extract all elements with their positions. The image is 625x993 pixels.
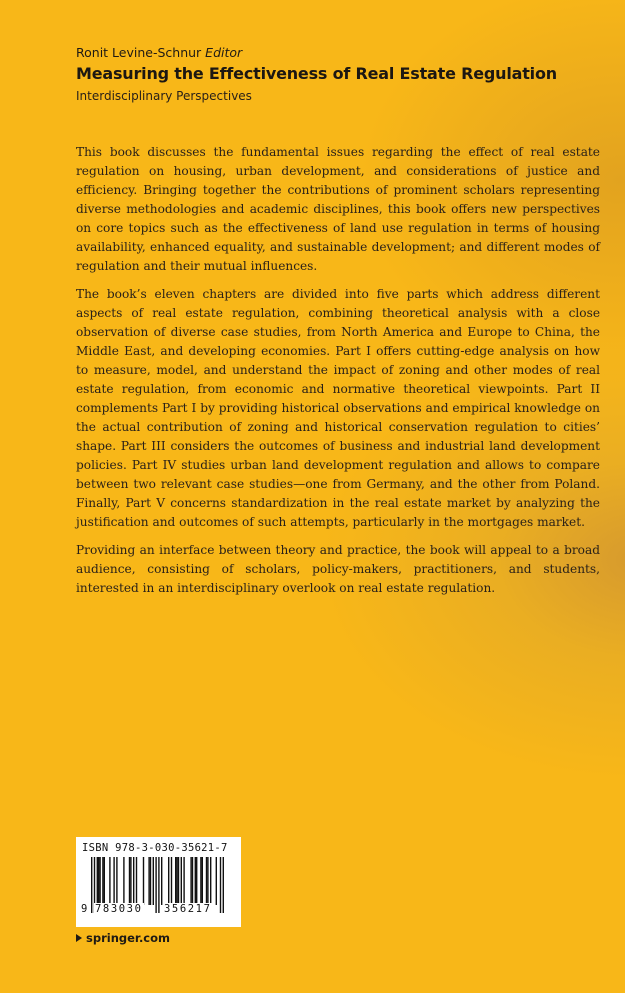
- barcode-bar: [175, 857, 176, 905]
- barcode-bar: [109, 857, 110, 905]
- editor-name: Ronit Levine-Schnur: [76, 45, 202, 60]
- barcode-bar: [130, 857, 131, 905]
- barcode-bar: [181, 857, 182, 905]
- barcode-bar: [153, 857, 154, 905]
- barcode-bar: [192, 857, 193, 905]
- barcode-bar: [207, 857, 208, 905]
- barcode-bar: [102, 857, 103, 905]
- barcode-bar: [176, 857, 177, 905]
- barcode-bar: [168, 857, 169, 905]
- barcode-bar: [200, 857, 201, 905]
- barcode-bar: [104, 857, 105, 905]
- barcode-digit-first: 9: [81, 903, 88, 915]
- isbn-barcode-box: [76, 837, 241, 927]
- barcode-bar: [98, 857, 99, 905]
- barcode-bar: [178, 857, 179, 905]
- barcode-bar: [210, 857, 211, 905]
- barcode-bar: [158, 857, 159, 913]
- barcode-bar: [116, 857, 117, 905]
- barcode: [82, 857, 235, 913]
- description-paragraph: The book’s eleven chapters are divided into five parts which address different aspects of real estate regulation, combining theoretical analysis with a close observation of diverse case studies, from North America and Europe to China, the Middle East, and developing economies. Part I offers cutting-edge analysis on how to measure, model, and understand the impact of zoning and other modes of real estate regulation, from economic and normative theoretical viewpoints. Part II complements Part I by providing historical observations and empirical knowledge on the actual contribution of zoning and historical conservation regulation to cities’ shape. Part III considers the outcomes of business and industrial land development policies. Part IV studies urban land development regulation and allows to compare between two relevant case studies—one from Germany, and the other from Poland. Finally, Part V concerns standardization in the real estate market by analyzing the justification and outcomes of such attempts, particularly in the mortgages market.: [76, 287, 600, 529]
- barcode-bar: [161, 857, 162, 905]
- website-text: springer.com: [86, 931, 171, 945]
- barcode-bar: [148, 857, 149, 905]
- arrow-right-icon: [76, 934, 82, 942]
- barcode-bar: [195, 857, 196, 905]
- barcode-bar: [171, 857, 172, 905]
- barcode-bar: [99, 857, 100, 905]
- barcode-bar: [97, 857, 98, 905]
- barcode-bar: [202, 857, 203, 905]
- cover-header: [76, 45, 576, 104]
- barcode-bar: [190, 857, 191, 905]
- isbn-label: ISBN 978-3-030-35621-7: [82, 842, 228, 854]
- publisher-website[interactable]: [76, 931, 170, 945]
- barcode-digits-right: 356217: [164, 903, 212, 915]
- barcode-bar: [196, 857, 197, 905]
- editor-role: Editor: [205, 45, 243, 60]
- barcode-bar: [155, 857, 156, 913]
- editor-credit: [76, 45, 576, 61]
- barcode-bar: [91, 857, 92, 913]
- description-paragraph: This book discusses the fundamental issues regarding the effect of real estate regulation on housing, urban development, and considerations of justice and efficiency. Bringing together the contributions of prominent scholars representing diverse methodologies and academic disciplines, this book offers new perspectives on core topics such as the effectiveness of land use regulation in terms of housing availability, enhanced equality, and sustainable development; and different modes of regulation and their mutual influences.: [76, 145, 600, 273]
- book-subtitle: Interdisciplinary Perspectives: [76, 89, 252, 103]
- barcode-digits-left: 783030: [95, 903, 143, 915]
- barcode-bar: [113, 857, 114, 905]
- barcode-bar: [183, 857, 184, 905]
- barcode-bar: [150, 857, 151, 905]
- book-description: [76, 143, 600, 607]
- barcode-bar: [129, 857, 130, 905]
- barcode-bar: [143, 857, 144, 905]
- barcode-bar: [206, 857, 207, 905]
- barcode-bar: [216, 857, 217, 905]
- barcode-bar: [123, 857, 124, 905]
- barcode-bar: [223, 857, 224, 913]
- barcode-bar: [136, 857, 137, 905]
- barcode-bar: [133, 857, 134, 905]
- barcode-bar: [220, 857, 221, 913]
- description-paragraph: Providing an interface between theory and practice, the book will appeal to a broad audience, consisting of scholars, policy-makers, practitioners, and students, interested in an interdisciplinary overlook on real estate regulation.: [76, 543, 600, 595]
- book-title: Measuring the Effectiveness of Real Estate Regulation: [76, 64, 557, 83]
